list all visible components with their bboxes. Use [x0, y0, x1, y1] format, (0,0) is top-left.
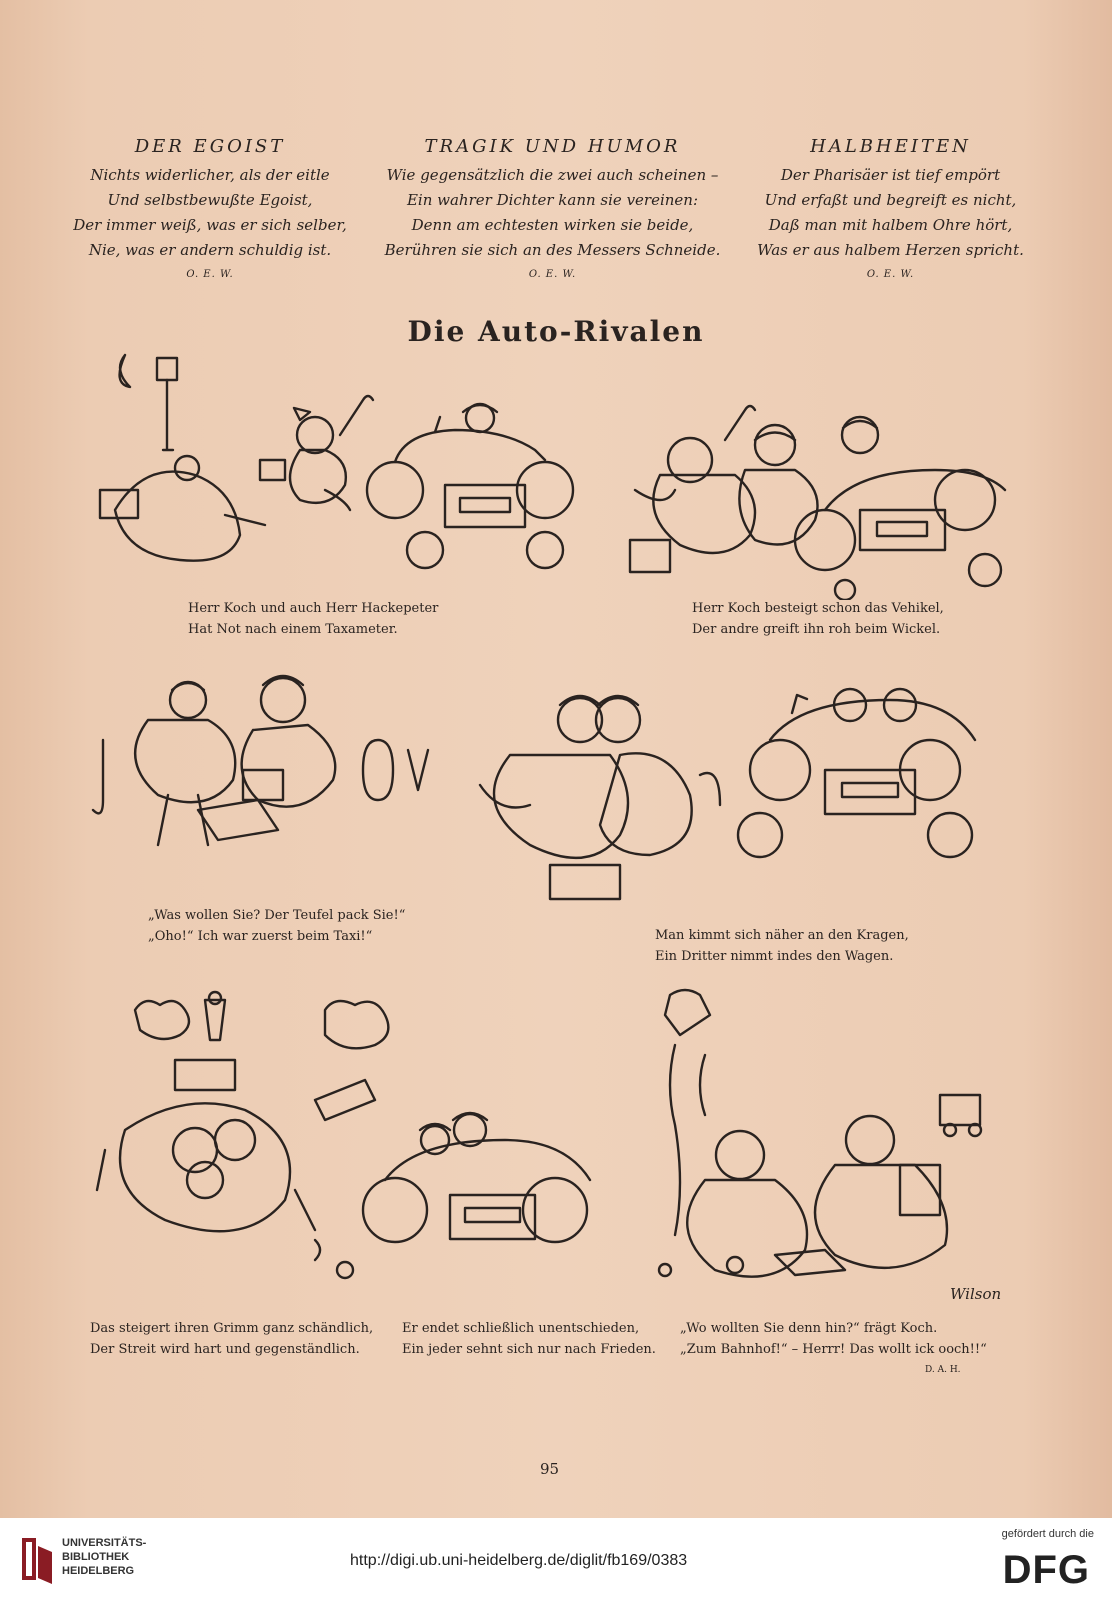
poem-line: Berühren sie sich an des Messers Schneide.	[384, 241, 721, 259]
verse-signature: D. A. H.	[925, 1365, 961, 1375]
dfg-logo: DFG	[1002, 1548, 1090, 1592]
poem-line: Ein wahrer Dichter kann sie vereinen:	[406, 191, 699, 209]
caption-panel-2	[692, 598, 944, 640]
cartoon-panel-2-illustration	[625, 400, 1025, 600]
caption-panel-5	[90, 1318, 373, 1360]
caption-line: „Oho!“ Ich war zuerst beim Taxi!“	[148, 929, 373, 944]
poem-der-egoist	[70, 136, 350, 280]
poem-line: Was er aus halbem Herzen spricht.	[757, 241, 1024, 259]
poem-line: Nichts widerlicher, als der eitle	[90, 166, 330, 184]
library-name-line: BIBLIOTHEK	[62, 1551, 130, 1563]
caption-line: Der Streit wird hart und gegenständlich.	[90, 1342, 360, 1357]
cartoon-panel-4-illustration	[470, 675, 990, 915]
caption-line: Man kimmt sich näher an den Kragen,	[655, 928, 909, 943]
caption-line: Der andre greift ihn roh beim Wickel.	[692, 622, 941, 637]
library-logo-icon	[18, 1532, 56, 1586]
poem-line: Der immer weiß, was er sich selber,	[73, 216, 347, 234]
caption-line: „Zum Bahnhof!“ – Herrr! Das wollt ick ooch!!“	[680, 1342, 987, 1357]
page-number: 95	[540, 1460, 560, 1478]
poem-line: Und selbstbewußte Egoist,	[107, 191, 313, 209]
poem-signature: O. E. W.	[528, 269, 577, 280]
cartoon-panel-5-illustration	[95, 990, 615, 1290]
digital-library-footer	[0, 1518, 1112, 1599]
cartoon-panel-1-illustration	[95, 340, 615, 580]
caption-panel-6	[402, 1318, 656, 1360]
poem-signature: O. E. W.	[866, 269, 915, 280]
caption-line: Ein Dritter nimmt indes den Wagen.	[655, 949, 894, 964]
library-name-line: UNIVERSITÄTS-	[62, 1537, 147, 1549]
poem-title: HALBHEITEN	[810, 136, 971, 157]
caption-panel-1	[188, 598, 438, 640]
poem-signature: O. E. W.	[186, 269, 234, 280]
permalink-url[interactable]: http://digi.ub.uni-heidelberg.de/diglit/fb169/0383	[350, 1552, 688, 1569]
library-name	[62, 1536, 146, 1578]
poem-line: Und erfaßt und begreift es nicht,	[764, 191, 1017, 209]
caption-line: Das steigert ihren Grimm ganz schändlich,	[90, 1321, 374, 1336]
caption-panel-7	[680, 1318, 987, 1360]
cartoon-panel-6-illustration	[645, 985, 1015, 1295]
caption-line: Herr Koch besteigt schon das Vehikel,	[692, 601, 944, 616]
poem-title: DER EGOIST	[134, 136, 286, 157]
poem-line: Denn am echtesten wirken sie beide,	[411, 216, 694, 234]
library-name-line: HEIDELBERG	[62, 1565, 135, 1577]
caption-line: Hat Not nach einem Taxameter.	[188, 622, 398, 637]
caption-line: Herr Koch und auch Herr Hackepeter	[188, 601, 439, 616]
caption-line: Ein jeder sehnt sich nur nach Frieden.	[402, 1342, 656, 1357]
caption-line: Er endet schließlich unentschieden,	[402, 1321, 640, 1336]
poem-title: TRAGIK UND HUMOR	[424, 136, 681, 157]
poem-line: Wie gegensätzlich die zwei auch scheinen –	[386, 166, 719, 184]
artist-signature: Wilson	[950, 1285, 1002, 1303]
caption-line: „Was wollen Sie? Der Teufel pack Sie!“	[148, 908, 406, 923]
caption-panel-4	[655, 925, 909, 967]
funder-note: gefördert durch die	[1001, 1528, 1094, 1540]
cartoon-panel-3-illustration	[88, 660, 448, 860]
poem-line: Der Pharisäer ist tief empört	[780, 166, 1001, 184]
caption-line: „Wo wollten Sie denn hin?“ frägt Koch.	[680, 1321, 938, 1336]
poem-line: Nie, was er andern schuldig ist.	[88, 241, 332, 259]
poem-line: Daß man mit halbem Ohre hört,	[768, 216, 1013, 234]
poem-halbheiten	[748, 136, 1033, 280]
cartoon-heading: Die Auto-Rivalen	[407, 315, 705, 348]
poem-tragik-und-humor	[380, 136, 725, 280]
caption-panel-3	[148, 905, 405, 947]
